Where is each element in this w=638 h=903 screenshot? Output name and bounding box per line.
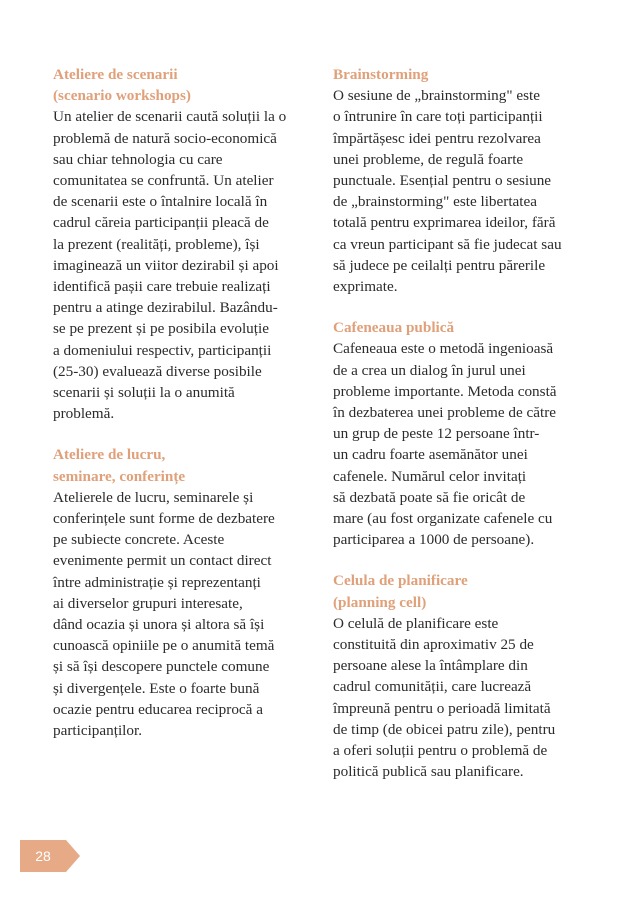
heading-line: Ateliere de lucru,	[53, 446, 166, 464]
body-line: punctuale. Esențial pentru o sesiune	[333, 172, 552, 190]
heading-line: seminare, conferințe	[53, 467, 186, 485]
section-heading	[53, 444, 319, 486]
page-number-tab	[20, 840, 66, 872]
body-line: o întrunire în care toți participanții	[333, 108, 543, 126]
body-line: politică publică sau planificare.	[333, 763, 524, 781]
body-line: identifică pașii care trebuie realizați	[53, 278, 271, 296]
section-heading	[333, 570, 595, 612]
body-line: probleme importante. Metoda constă	[333, 382, 557, 400]
body-line: un grup de peste 12 persoane într-	[333, 425, 540, 443]
body-line: de „brainstorming" este libertatea	[333, 193, 537, 211]
section-body	[333, 85, 595, 297]
body-line: O sesiune de „brainstorming" este	[333, 87, 540, 105]
page-tab-arrow	[66, 840, 80, 872]
body-line: a domeniului respectiv, participanții	[53, 341, 272, 359]
body-line: să dezbată poate să fie oricât de	[333, 488, 526, 506]
body-line: a oferi soluții pentru o problemă de	[333, 742, 548, 760]
body-line: constituită din aproximativ 25 de	[333, 636, 534, 654]
right-column	[333, 64, 595, 803]
body-line: persoane alese la întâmplare din	[333, 657, 528, 675]
section	[333, 317, 595, 550]
body-line: și să își descopere punctele comune	[53, 658, 270, 676]
section-body	[53, 487, 319, 741]
section-heading	[333, 317, 595, 338]
heading-line: (planning cell)	[333, 593, 427, 611]
section	[53, 64, 319, 424]
body-line: ca vreun participant să fie judecat sau	[333, 235, 562, 253]
section-body	[333, 338, 595, 550]
section-body	[333, 613, 595, 783]
body-line: și divergențele. Este o foarte bună	[53, 679, 260, 697]
body-line: de scenarii este o întalnire locală în	[53, 193, 268, 211]
body-line: cadrul căreia participanții pleacă de	[53, 214, 269, 232]
section	[333, 64, 595, 297]
body-line: totală pentru exprimarea ideilor, fără	[333, 214, 556, 232]
body-line: de timp (de obicei patru zile), pentru	[333, 720, 556, 738]
section-heading	[53, 64, 319, 106]
body-line: împreună pentru o perioadă limitată	[333, 699, 551, 717]
heading-line: Celula de planificare	[333, 572, 468, 590]
body-line: pe subiecte concrete. Aceste	[53, 531, 225, 549]
body-line: comunitatea se confruntă. Un atelier	[53, 172, 274, 190]
body-line: cafenele. Numărul celor invitați	[333, 467, 527, 485]
body-line: scenarii și soluții la o anumită	[53, 384, 235, 402]
body-line: problemă de natură socio-economică	[53, 129, 277, 147]
body-line: conferințele sunt forme de dezbatere	[53, 510, 275, 528]
body-line: de a crea un dialog în jurul unei	[333, 361, 526, 379]
body-line: problemă.	[53, 405, 115, 423]
body-line: Atelierele de lucru, seminarele și	[53, 488, 254, 506]
body-line: participanților.	[53, 722, 142, 740]
body-line: (25-30) evaluează diverse posibile	[53, 362, 262, 380]
body-line: între administrație și reprezentanți	[53, 573, 261, 591]
body-line: unei probleme, de regulă foarte	[333, 150, 524, 168]
body-line: la prezent (realități, probleme), își	[53, 235, 260, 253]
left-column	[53, 64, 319, 761]
section-body	[53, 106, 319, 424]
body-line: ai diverselor grupuri interesate,	[53, 594, 243, 612]
section	[333, 570, 595, 782]
body-line: împărtășesc idei pentru rezolvarea	[333, 129, 541, 147]
body-line: O celulă de planificare este	[333, 614, 499, 632]
body-line: mare (au fost organizate cafenele cu	[333, 510, 553, 528]
heading-line: (scenario workshops)	[53, 87, 191, 105]
body-line: să judece pe ceilalți pentru părerile	[333, 256, 546, 274]
body-line: Cafeneaua este o metodă ingenioasă	[333, 340, 554, 358]
body-line: dând ocazia și unora și altora să își	[53, 616, 265, 634]
body-line: imaginează un viitor dezirabil și apoi	[53, 256, 279, 274]
page-number: 28	[35, 848, 51, 864]
body-line: Un atelier de scenarii caută soluții la o	[53, 108, 287, 126]
heading-line: Ateliere de scenarii	[53, 66, 178, 83]
body-line: exprimate.	[333, 278, 398, 296]
section-heading	[333, 64, 595, 85]
body-line: cunoască opiniile pe o anumită temă	[53, 637, 275, 655]
body-line: pentru a atinge dezirabilul. Bazându-	[53, 299, 278, 317]
heading-line: Cafeneaua publică	[333, 319, 455, 337]
body-line: ocazie pentru educarea reciprocă a	[53, 700, 263, 718]
body-line: în dezbaterea unei probleme de către	[333, 404, 557, 422]
section	[53, 444, 319, 741]
body-line: sau chiar tehnologia cu care	[53, 150, 223, 168]
body-line: se pe prezent și pe posibila evoluție	[53, 320, 269, 338]
body-line: un cadru foarte asemănător unei	[333, 446, 528, 464]
heading-line: Brainstorming	[333, 66, 429, 83]
body-line: evenimente permit un contact direct	[53, 552, 272, 570]
body-line: participarea a 1000 de persoane).	[333, 531, 535, 549]
body-line: cadrul comunității, care lucrează	[333, 678, 532, 696]
